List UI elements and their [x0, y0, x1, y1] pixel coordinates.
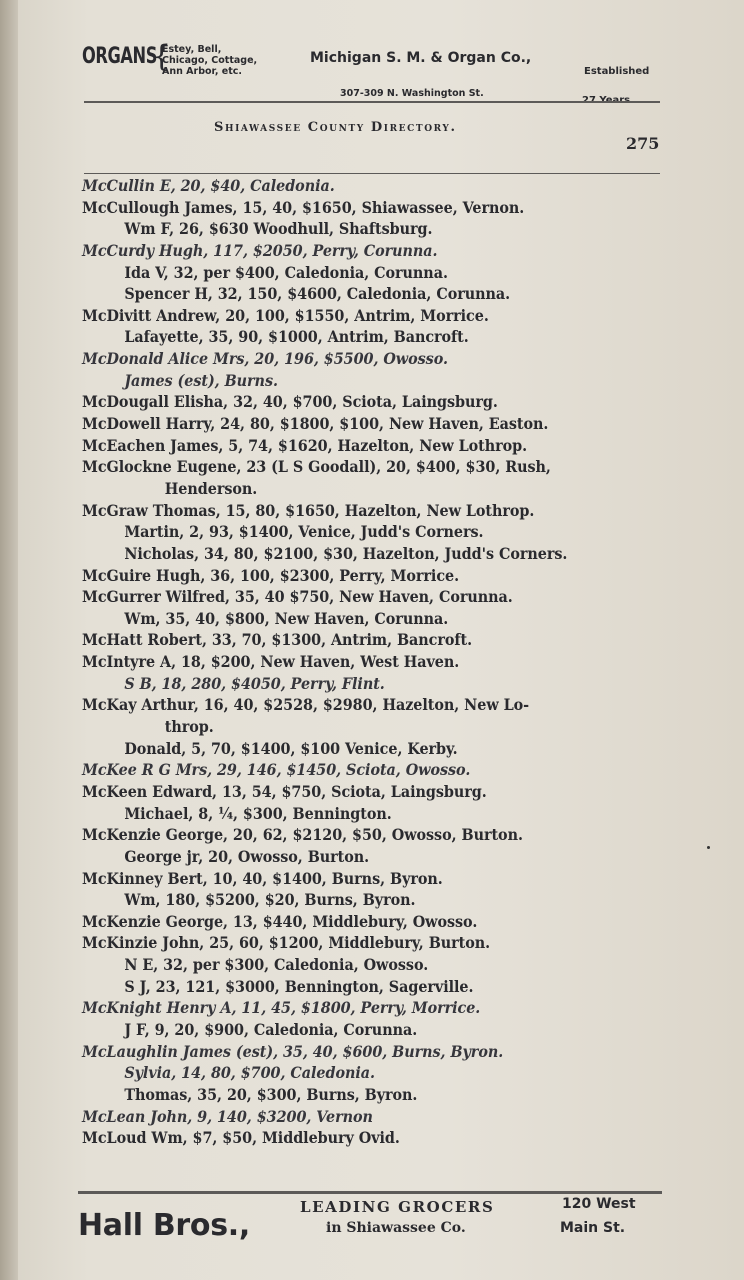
advertiser-street: 120 West — [562, 1196, 636, 1212]
directory-entry: McDougall Elisha, 32, 40, $700, Sciota, Laingsburg. — [82, 392, 498, 412]
organ-make-line: Ann Arbor, etc. — [162, 66, 242, 77]
advertiser-main-st: Main St. — [560, 1220, 626, 1236]
directory-entry: McKeen Edward, 13, 54, $750, Sciota, Laingsburg. — [82, 781, 487, 801]
directory-entry: McLaughlin James (est), 35, 40, $600, Burns, Byron. — [82, 1041, 504, 1061]
organs-heading: ORGANS — [82, 44, 157, 69]
directory-entry: James (est), Burns. — [124, 370, 278, 390]
directory-entry: McKinzie John, 25, 60, $1200, Middlebury, Burton. — [82, 933, 491, 953]
directory-entry: McHatt Robert, 33, 70, $1300, Antrim, Bancroft. — [82, 630, 473, 650]
organ-make-line: Estey, Bell, — [162, 44, 222, 55]
directory-entry: McCurdy Hugh, 117, $2050, Perry, Corunna. — [82, 240, 438, 260]
directory-entry: McIntyre A, 18, $200, New Haven, West Haven. — [82, 652, 460, 672]
directory-entry: McCullin E, 20, $40, Caledonia. — [82, 176, 335, 195]
directory-entry: McKay Arthur, 16, 40, $2528, $2980, Hazelton, New Lo- — [82, 695, 530, 715]
footer-rule — [78, 1191, 662, 1194]
running-head: Shiawassee County Directory. — [214, 120, 457, 135]
directory-entry: S B, 18, 280, $4050, Perry, Flint. — [124, 673, 385, 693]
directory-entry: McDonald Alice Mrs, 20, 196, $5500, Owosso. — [82, 349, 448, 369]
directory-entry: Ida V, 32, per $400, Caledonia, Corunna. — [124, 262, 448, 282]
directory-entry: Wm, 180, $5200, $20, Burns, Byron. — [124, 890, 416, 910]
directory-entry: McLoud Wm, $7, $50, Middlebury Ovid. — [82, 1128, 400, 1148]
directory-entry: throp. — [164, 717, 214, 737]
ink-speck — [707, 846, 710, 849]
directory-entry: McKenzie George, 20, 62, $2120, $50, Owosso, Burton. — [82, 825, 523, 845]
directory-entry: McDivitt Andrew, 20, 100, $1550, Antrim, Morrice. — [82, 305, 489, 325]
company-address: 307-309 N. Washington St. — [340, 88, 484, 99]
directory-entry: McCullough James, 15, 40, $1650, Shiawassee, Vernon. — [82, 197, 525, 217]
directory-entry: McLean John, 9, 140, $3200, Vernon — [82, 1106, 373, 1126]
header-rule — [84, 101, 660, 103]
directory-entry: McEachen James, 5, 74, $1620, Hazelton, New Lothrop. — [82, 435, 528, 455]
directory-entry: Lafayette, 35, 90, $1000, Antrim, Bancroft. — [124, 327, 469, 347]
advertiser-name: Hall Bros., — [78, 1208, 250, 1243]
directory-entry: McKinney Bert, 10, 40, $1400, Burns, Byron. — [82, 868, 443, 888]
advertiser-tagline: LEADING GROCERS — [300, 1198, 495, 1216]
directory-entry: Henderson. — [164, 478, 258, 498]
directory-entry: McGraw Thomas, 15, 80, $1650, Hazelton, New Lothrop. — [82, 500, 535, 520]
header-advertisement — [82, 38, 662, 108]
directory-entry: Nicholas, 34, 80, $2100, $30, Hazelton, Judd's Corners. — [124, 543, 568, 563]
running-head-rule — [84, 173, 660, 174]
advertiser-location: in Shiawassee Co. — [326, 1220, 466, 1236]
directory-entry: McGlockne Eugene, 23 (L S Goodall), 20, $400, $30, Rush, — [82, 457, 551, 477]
directory-entry: McDowell Harry, 24, 80, $1800, $100, New Haven, Easton. — [82, 414, 549, 434]
directory-entry: Donald, 5, 70, $1400, $100 Venice, Kerby. — [124, 738, 458, 758]
directory-entry: McKnight Henry A, 11, 45, $1800, Perry, Morrice. — [82, 998, 481, 1018]
directory-entry: Martin, 2, 93, $1400, Venice, Judd's Corners. — [124, 522, 484, 542]
company-name: Michigan S. M. & Organ Co., — [310, 50, 532, 66]
directory-entry: George jr, 20, Owosso, Burton. — [124, 846, 370, 866]
directory-entry: N E, 32, per $300, Caledonia, Owosso. — [124, 955, 429, 975]
directory-entry: McGuire Hugh, 36, 100, $2300, Perry, Morrice. — [82, 565, 460, 585]
directory-entry: Spencer H, 32, 150, $4600, Caledonia, Corunna. — [124, 284, 511, 304]
organ-makes-list — [162, 44, 257, 77]
directory-entries — [82, 175, 672, 1149]
directory-entry: McGurrer Wilfred, 35, 40 $750, New Haven, Corunna. — [82, 587, 513, 607]
directory-entry: Michael, 8, ¼, $300, Bennington. — [124, 803, 392, 823]
directory-entry: J F, 9, 20, $900, Caledonia, Corunna. — [124, 1019, 418, 1039]
established-label: Established — [584, 66, 650, 77]
organ-make-line: Chicago, Cottage, — [162, 55, 258, 66]
brace-glyph: { — [152, 39, 172, 74]
directory-entry: Thomas, 35, 20, $300, Burns, Byron. — [124, 1084, 418, 1104]
directory-entry: McKee R G Mrs, 29, 146, $1450, Sciota, Owosso. — [82, 760, 471, 780]
directory-entry: Wm, 35, 40, $800, New Haven, Corunna. — [124, 608, 449, 628]
footer-advertisement — [78, 1196, 678, 1256]
directory-entry: McKenzie George, 13, $440, Middlebury, Owosso. — [82, 911, 478, 931]
directory-entry: S J, 23, 121, $3000, Bennington, Sagerville. — [124, 976, 474, 996]
book-spine-shadow — [0, 0, 18, 1280]
directory-entry: Sylvia, 14, 80, $700, Caledonia. — [124, 1063, 375, 1083]
directory-entry: Wm F, 26, $630 Woodhull, Shaftsburg. — [124, 219, 433, 239]
page-number: 275 — [626, 134, 660, 153]
